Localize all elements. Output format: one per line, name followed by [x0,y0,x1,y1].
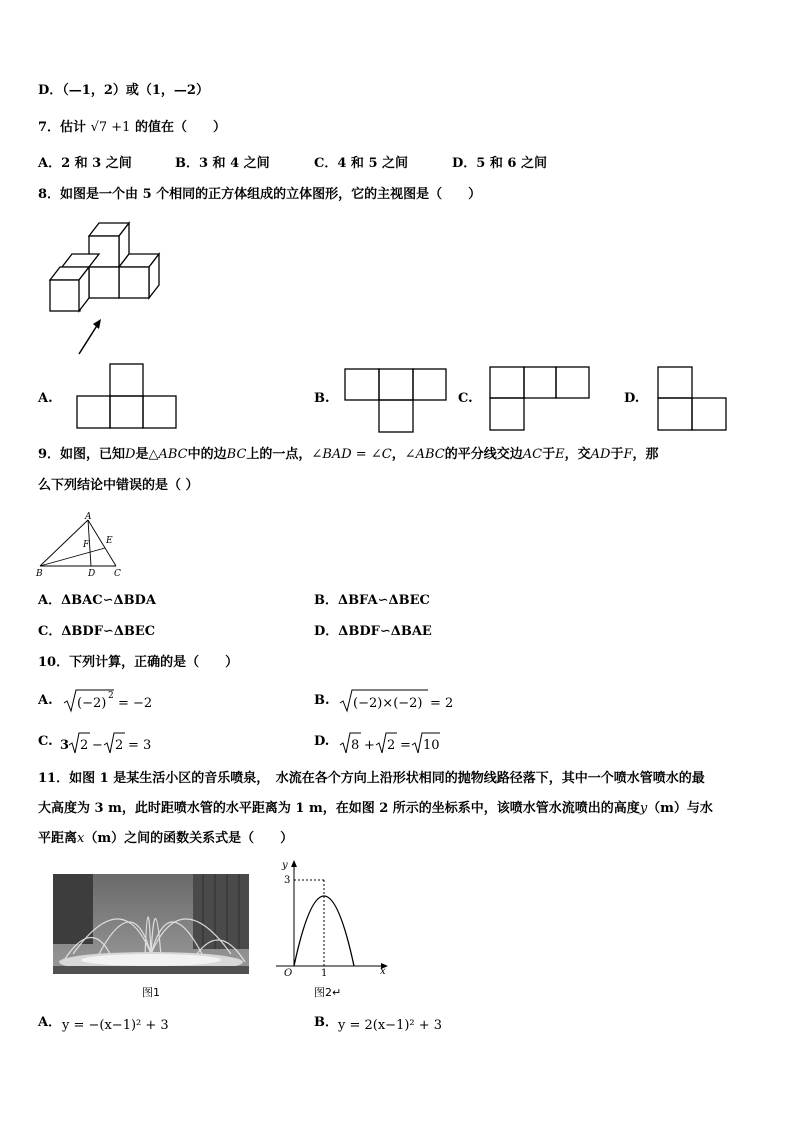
q10-option-a-expr [62,686,162,716]
q8-stem: 8．如图是一个由 5 个相同的正方体组成的立体图形，它的主视图是（ ） [38,187,482,202]
q7-stem [38,119,226,137]
q9-text-2: 是 [135,447,149,462]
q9-var-ac: AC [522,447,543,462]
q11-line3-tail: （m）之间的函数关系式是（ ） [84,831,294,846]
q8-solid-figure [44,218,164,358]
q11-line2-text: 大高度为 3 m，此时距喷水管的水平距离为 1 m，在如图 2 所示的坐标系中，该喷水管水流喷出的高度 [38,801,640,816]
q9-var-bc: BC [226,447,247,462]
q10-d-plus: + [364,738,375,753]
q9-label-b: B [36,569,43,579]
q9-stem-line2: 么下列结论中错误的是（ ） [38,478,199,493]
q10-c-rad2: 2 [115,738,124,753]
q10-c-rad1: 2 [80,738,89,753]
graph-y-label: y [282,860,288,871]
q9-text-8: ，交 [564,447,591,462]
q10-c-coef: 3 [60,738,70,753]
q9-text-7: 于 [542,447,556,462]
q11-label-b: B． [314,1015,338,1030]
q7-option-c: C．4 和 5 之间 [314,156,409,171]
q11-line2 [38,800,713,818]
q10-c-rhs: = 3 [128,738,152,753]
q11-line3 [38,830,293,848]
q9-var-d: D [125,447,136,462]
q7-option-a: A．2 和 3 之间 [38,156,132,171]
q9-triangle-abc: △ABC [148,447,188,462]
q10-d-eq: = [400,738,411,753]
q10-option-b-expr [338,686,458,716]
q6-option-d: D．（—1，2）或（1，—2） [38,83,209,98]
q9-text-4: 上的一点， [246,447,312,462]
q11-var-x: x [77,831,85,846]
q10-label-a: A. [38,693,53,708]
q11-a-expr: y = −(x−1)² + 3 [62,1018,169,1033]
graph-tick-1: 1 [321,968,328,979]
q10-label-b: B. [314,693,330,708]
q11-option-b-expr [338,1008,458,1038]
q10-stem: 10．下列计算，正确的是（ ） [38,655,239,670]
q9-var-e: E [555,447,565,462]
q11-line1: 11．如图 1 是某生活小区的音乐喷泉， 水流在各个方向上沿形状相同的抛物线路径落下，其中一个喷水管喷水的最 [38,771,705,786]
q11-line2-tail: （m）与水 [647,801,713,816]
q10-d-rad2: 2 [387,738,396,753]
q9-angle-eq: ∠BAD = ∠C [311,447,392,462]
q8-option-c-figure [488,365,592,433]
q9-stem-line1 [38,446,659,464]
q9-text-10: ，那 [632,447,659,462]
q11-line3-text: 平距离 [38,831,78,846]
q10-a-text: (−2) [77,696,107,711]
q8-label-a: A. [38,391,53,406]
q8-label-b: B. [314,391,330,406]
q10-option-d-expr [338,728,448,758]
q9-label-e: E [106,536,113,546]
q10-b-rhs: = 2 [430,696,454,711]
q8-label-c: C. [458,391,473,406]
parabola-graph [274,858,392,982]
q9-option-b: B．ΔBFA∽ΔBEC [314,593,430,608]
q9-label-c: C [114,569,121,579]
q9-option-d: D．ΔBDF∽ΔBAE [314,624,432,639]
q8-option-d-figure [656,365,730,433]
q11-option-a-expr [62,1008,182,1038]
graph-origin-label: O [284,968,293,979]
q11-label-a: A． [38,1015,62,1030]
q10-d-rad3: 10 [423,738,440,753]
q9-text-6: 的平分线交边 [444,447,523,462]
q9-var-f: F [623,447,633,462]
q7-prefix: 7．估计 [38,120,87,135]
q9-label-d: D [88,569,96,579]
figure-1-caption: 图1 [142,986,160,999]
q8-option-a-figure [76,362,180,430]
q7-option-b: B．3 和 4 之间 [175,156,270,171]
q9-text-5: ， [391,447,405,462]
q10-a-expr-text: √(−2)² = −2 [62,686,69,687]
q9-text-3: 中的边 [187,447,227,462]
fountain-photo [53,874,249,974]
q9-option-a: A．ΔBAC∽ΔBDA [38,593,156,608]
q8-label-d: D. [624,391,640,406]
q9-label-a: A [85,512,92,522]
q10-label-c: C. [38,734,53,749]
graph-tick-3: 3 [284,875,291,886]
q10-option-c-expr [60,728,160,758]
q10-b-expr-text: √(−2)×(−2) = 2 [338,686,347,687]
q9-text-1: 9．如图，已知 [38,447,126,462]
q9-triangle-figure [34,510,130,580]
q8-option-b-figure [344,367,448,435]
q10-b-text: (−2)×(−2) [353,696,423,711]
q10-c-expr-text: 3√2 − √2 = 3 [60,728,67,729]
q10-a-rhs: = −2 [118,696,153,711]
q9-var-ad: AD [590,447,611,462]
q10-d-rad1: 8 [351,738,360,753]
q10-label-d: D. [314,734,330,749]
q7-expr: √7 +1 [90,120,131,135]
q7-option-d: D．5 和 6 之间 [452,156,547,171]
q7-suffix: 的值在（ ） [134,120,226,135]
graph-x-label: x [380,966,386,977]
q9-option-c: C．ΔBDF∽ΔBEC [38,624,156,639]
figure-2-caption: 图2↵ [314,986,342,999]
q10-c-minus: − [92,738,103,753]
q10-d-expr-text: √8 + √2 = √10 [338,728,346,729]
q11-b-expr: y = 2(x−1)² + 3 [338,1018,443,1033]
q9-text-9: 于 [610,447,624,462]
q9-label-f: F [83,540,90,550]
q10-a-sup: 2 [108,691,114,701]
q9-angle-abc: ∠ABC [404,447,445,462]
q11-var-y: y [639,801,648,816]
